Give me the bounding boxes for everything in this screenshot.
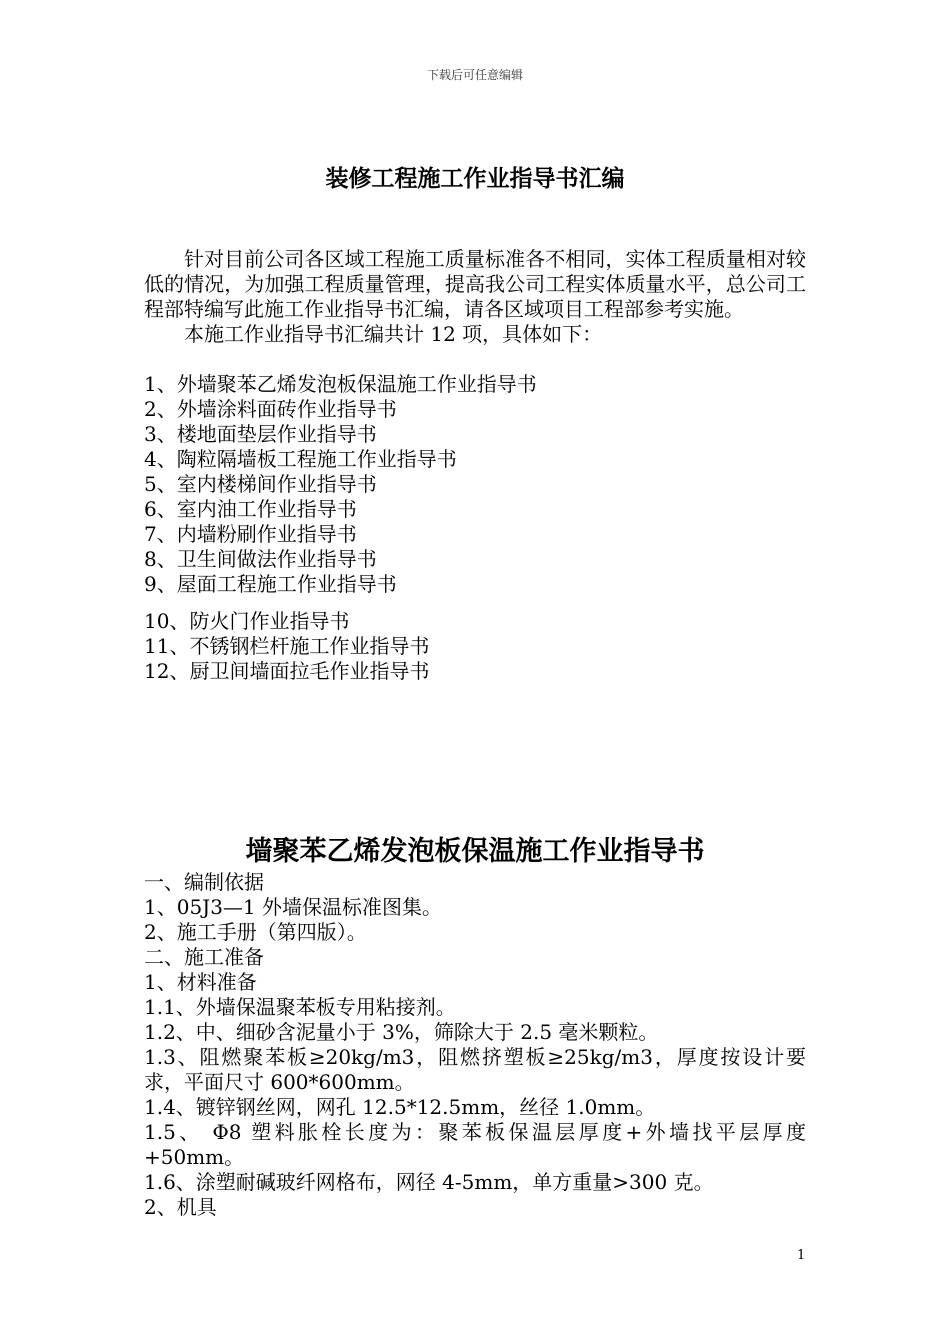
- intro-summary: 本施工作业指导书汇编共计 12 项，具体如下：: [184, 322, 603, 346]
- intro-section: [144, 247, 806, 347]
- list-item: 6、室内油工作业指导书: [144, 497, 357, 521]
- intro-paragraph: 针对目前公司各区域工程施工质量标准各不相同，实体工程质量相对较低的情况，为加强工程质量管理，提高我公司工程实体质量水平，总公司工程部特编写此施工作业指导书汇编，请各区域项目工程部参考实施。: [144, 247, 806, 321]
- section-line: 1.2、中、细砂含泥量小于 3%，筛除大于 2.5 毫米颗粒。: [144, 1020, 659, 1044]
- section-line: 1.1、外墙保温聚苯板专用粘接剂。: [144, 995, 456, 1019]
- section-title: 墙聚苯乙烯发泡板保温施工作业指导书: [245, 836, 705, 867]
- list-item: 9、屋面工程施工作业指导书: [144, 572, 397, 596]
- list-item: 2、外墙涂料面砖作业指导书: [144, 397, 397, 421]
- section-body: [144, 870, 806, 1220]
- section-line: 1.4、镀锌钢丝网，网孔 12.5*12.5mm，丝径 1.0mm。: [144, 1095, 656, 1119]
- list-item: 3、楼地面垫层作业指导书: [144, 422, 377, 446]
- list-item: 5、室内楼梯间作业指导书: [144, 472, 377, 496]
- section-line: 1.3、阻燃聚苯板≥20kg/m3，阻燃挤塑板≥25kg/m3，厚度按设计要求，平面尺寸 600*600mm。: [144, 1045, 806, 1094]
- page-number: 1: [797, 1248, 806, 1263]
- list-item: 4、陶粒隔墙板工程施工作业指导书: [144, 447, 457, 471]
- list-item: 7、内墙粉刷作业指导书: [144, 522, 357, 546]
- guide-list-continued: [144, 609, 429, 684]
- guide-list: [144, 372, 537, 597]
- section-line: 2、机具: [144, 1195, 217, 1219]
- page-header: 下载后可任意编辑: [426, 68, 523, 82]
- section-line: 二、施工准备: [144, 945, 264, 969]
- section-line: 1、05J3—1 外墙保温标准图集。: [144, 895, 442, 919]
- section-line: 1.5、 Φ8 塑料胀栓长度为：聚苯板保温层厚度+外墙找平层厚度+50mm。: [144, 1120, 806, 1169]
- section-line: 1、材料准备: [144, 970, 257, 994]
- list-item: 12、厨卫间墙面拉毛作业指导书: [144, 659, 430, 683]
- list-item: 8、卫生间做法作业指导书: [144, 547, 377, 571]
- section-line: 1.6、涂塑耐碱玻纤网格布，网径 4-5mm，单方重量>300 克。: [144, 1170, 714, 1194]
- list-item: 10、防火门作业指导书: [144, 609, 350, 633]
- list-item: 11、不锈钢栏杆施工作业指导书: [144, 634, 430, 658]
- document-title: 装修工程施工作业指导书汇编: [325, 165, 625, 192]
- list-item: 1、外墙聚苯乙烯发泡板保温施工作业指导书: [144, 372, 537, 396]
- section-line: 2、施工手册（第四版）。: [144, 920, 367, 944]
- section-line: 一、编制依据: [144, 870, 264, 894]
